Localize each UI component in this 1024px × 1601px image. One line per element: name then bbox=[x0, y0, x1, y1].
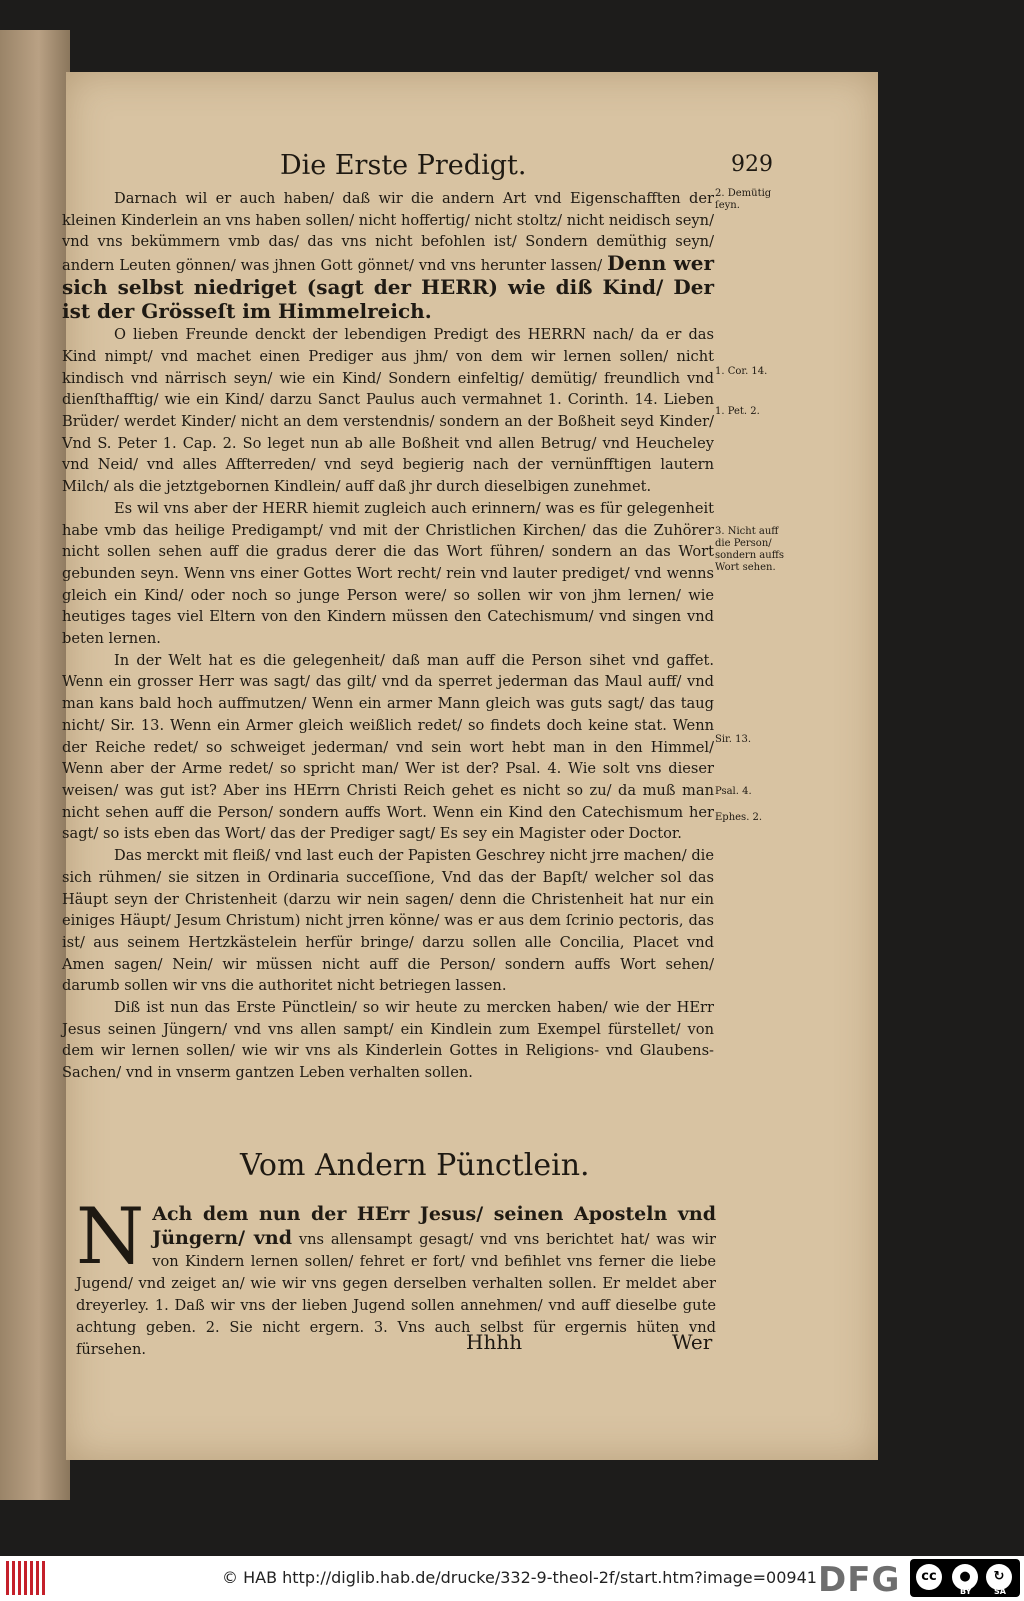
previous-page-edge bbox=[0, 30, 70, 1500]
sa-label: SA bbox=[994, 1587, 1006, 1596]
paragraph-5: Das merckt mit fleiß/ vnd last euch der Papisten Geschrey nicht jrre machen/ die sich rühmen/ sie sitzen in Ordinaria succeſſione, Vnd das der Bapſt/ welcher sol das Häupt seyn der Christenheit (darzu wir nein sagen/ denn die Christenheit hat nur ein einiges Häupt/ Jesum Christum) nicht jrren könne/ was er aus dem ſcrinio pectoris, das ist/ aus seinem Hertzkästelein herfür bringe/ darzu sollen alle Concilia, Placet vnd Amen sagen/ Nein/ wir müssen nicht auff die Person/ sondern auffs Wort sehen/ darumb sollen wir vns die authoritet nicht betriegen lassen. bbox=[62, 847, 714, 995]
section-first-line: Ach dem nun der HErr Jesus/ seinen Aposteln vnd Jüngern/ vnd bbox=[152, 1203, 716, 1249]
main-text bbox=[62, 188, 714, 1084]
margin-note: Ephes. 2. bbox=[715, 812, 763, 823]
section-heading: Vom Andern Pünctlein. bbox=[240, 1148, 590, 1183]
emphasis-text: Denn wer sich selbst niedriget (sagt der HERR) wie diß Kind/ Der ist der Grösseſt im Himmelreich. bbox=[62, 251, 714, 323]
margin-note: 3. Nicht auff die Person/ sondern auffs Wort sehen. bbox=[715, 526, 784, 573]
cc-license-badge[interactable] bbox=[910, 1559, 1020, 1597]
running-head: Die Erste Predigt. bbox=[280, 150, 527, 181]
hab-logo-icon bbox=[6, 1561, 46, 1595]
footer-bar bbox=[0, 1556, 1024, 1601]
margin-note: 2. Demütig ſeyn. bbox=[715, 188, 772, 211]
margin-note: 1. Cor. 14. bbox=[715, 366, 768, 377]
margin-note: Sir. 13. bbox=[715, 734, 751, 745]
margin-note: 1. Pet. 2. bbox=[715, 406, 760, 417]
credit-link[interactable]: © HAB http://diglib.hab.de/drucke/332-9-theol-2f/start.htm?image=00941 bbox=[222, 1568, 817, 1587]
dfg-logo: DFG bbox=[818, 1560, 901, 1600]
paragraph-1: Darnach wil er auch haben/ daß wir die andern Art vnd Eigenschafften der kleinen Kinderlein an vns haben sollen/ nicht hoffertig/ nicht stoltz/ nicht neidisch seyn/ vnd vns bekümmern vmb das/ das vns nicht befohlen ist/ Sondern demüthig seyn/ andern Leuten gönnen/ was jhnen Gott gönnet/ vnd vns herunter lassen/ Denn wer sich selbst niedriget (sagt der HERR) wie diß Kind/ Der ist der Grösseſt im Himmelreich. bbox=[62, 190, 714, 323]
page-number: 929 bbox=[731, 152, 773, 177]
paragraph-3: Es wil vns aber der HERR hiemit zugleich auch erinnern/ was es für gelegenheit habe vmb das heilige Predigampt/ vnd mit der Christlichen Kirchen/ das die Zuhörer nicht sollen sehen auff die gradus derer die das Wort führen/ sondern an das Wort gebunden seyn. Wenn vns einer Gottes Wort recht/ rein vnd lauter prediget/ vnd wenns gleich ein Kind/ oder noch so junge Person were/ so sollen wir von jhm lernen/ wie heutiges tages viel Eltern von den Kindern müssen den Catechismum/ vnd singen vnd beten lernen. bbox=[62, 499, 714, 648]
by-person-icon: ● bbox=[952, 1564, 978, 1590]
signature-mark: Hhhh bbox=[466, 1330, 523, 1354]
paragraph-2: O lieben Freunde denckt der lebendigen Predigt des HERRN nach/ da er das Kind nimpt/ vnd machet einen Prediger aus jhm/ von dem wir lernen sollen/ nicht kindisch vnd närrisch seyn/ wie ein Kind/ Sondern einfeltig/ demütig/ freundlich vnd dienſthafftig/ wie ein Kind/ darzu Sanct Paulus auch vermahnet 1. Corinth. 14. Lieben Brüder/ werdet Kinder/ nicht an dem verstendnis/ sondern an der Boßheit seyd Kinder/ Vnd S. Peter 1. Cap. 2. So leget nun ab alle Boßheit vnd allen Betrug/ vnd Heucheley vnd Neid/ vnd alles Affterreden/ vnd seyd begierig nach der vernünfftigen lautern Milch/ als die jetztgebornen Kindlein/ auff daß jhr durch dieselbigen zunehmet. bbox=[62, 326, 714, 496]
catchword: Wer bbox=[672, 1330, 713, 1354]
margin-note: Psal. 4. bbox=[715, 786, 752, 797]
by-label: BY bbox=[960, 1587, 972, 1596]
paragraph-6: Diß ist nun das Erste Pünctlein/ so wir heute zu mercken haben/ wie der HErr Jesus seinen Jüngern/ vnd vns allen sampt/ ein Kindlein zum Exempel fürstellet/ von dem wir lernen sollen/ wie wir vns als Kinderlein Gottes in Religions- vnd Glaubens-Sachen/ vnd in vnserm gantzen Leben verhalten sollen. bbox=[62, 999, 714, 1082]
sa-share-icon: ↻ bbox=[986, 1564, 1012, 1590]
cc-icon: cc bbox=[916, 1564, 942, 1590]
paragraph-4: In der Welt hat es die gelegenheit/ daß man auff die Person sihet vnd gaffet. Wenn ein grosser Herr was sagt/ das gilt/ vnd da sperret jederman das Maul auff/ vnd man kans bald hoch auffmutzen/ Wenn ein armer Mann gleich was guts sagt/ das taug nicht/ Sir. 13. Wenn ein Armer gleich weißlich redet/ so findets doch keine stat. Wenn der Reiche redet/ so schweiget jederman/ vnd sein wort hebt man in den Himmel/ Wenn aber der Arme redet/ so spricht man/ Wer ist der? Psal. 4. Wie solt vns dieser weisen/ was gut ist? Aber ins HErrn Christi Reich gehet es nicht so zu/ da muß man nicht sehen auff die Person/ sondern auffs Wort. Wenn ein Kind den Catechismum her sagt/ so ists eben das Wort/ das der Prediger sagt/ Es sey ein Magister oder Doctor. bbox=[62, 651, 714, 843]
section-body: vns allensampt gesagt/ vnd vns berichtet hat/ was wir von Kindern lernen sollen/ fehret er fort/ vnd befihlet vns ferner die liebe Jugend/ vnd zeiget an/ wie wir vns gegen derselben verhalten sollen. Er meldet aber dreyerley. 1. Daß wir vns der lieben Jugend sollen annehmen/ vnd auff dieselbe gute achtung geben. 2. Sie nicht ergern. 3. Vns auch selbst für ergernis hüten vnd fürsehen. bbox=[76, 1231, 716, 1358]
drop-cap: N bbox=[76, 1192, 145, 1282]
section-text bbox=[76, 1192, 716, 1361]
